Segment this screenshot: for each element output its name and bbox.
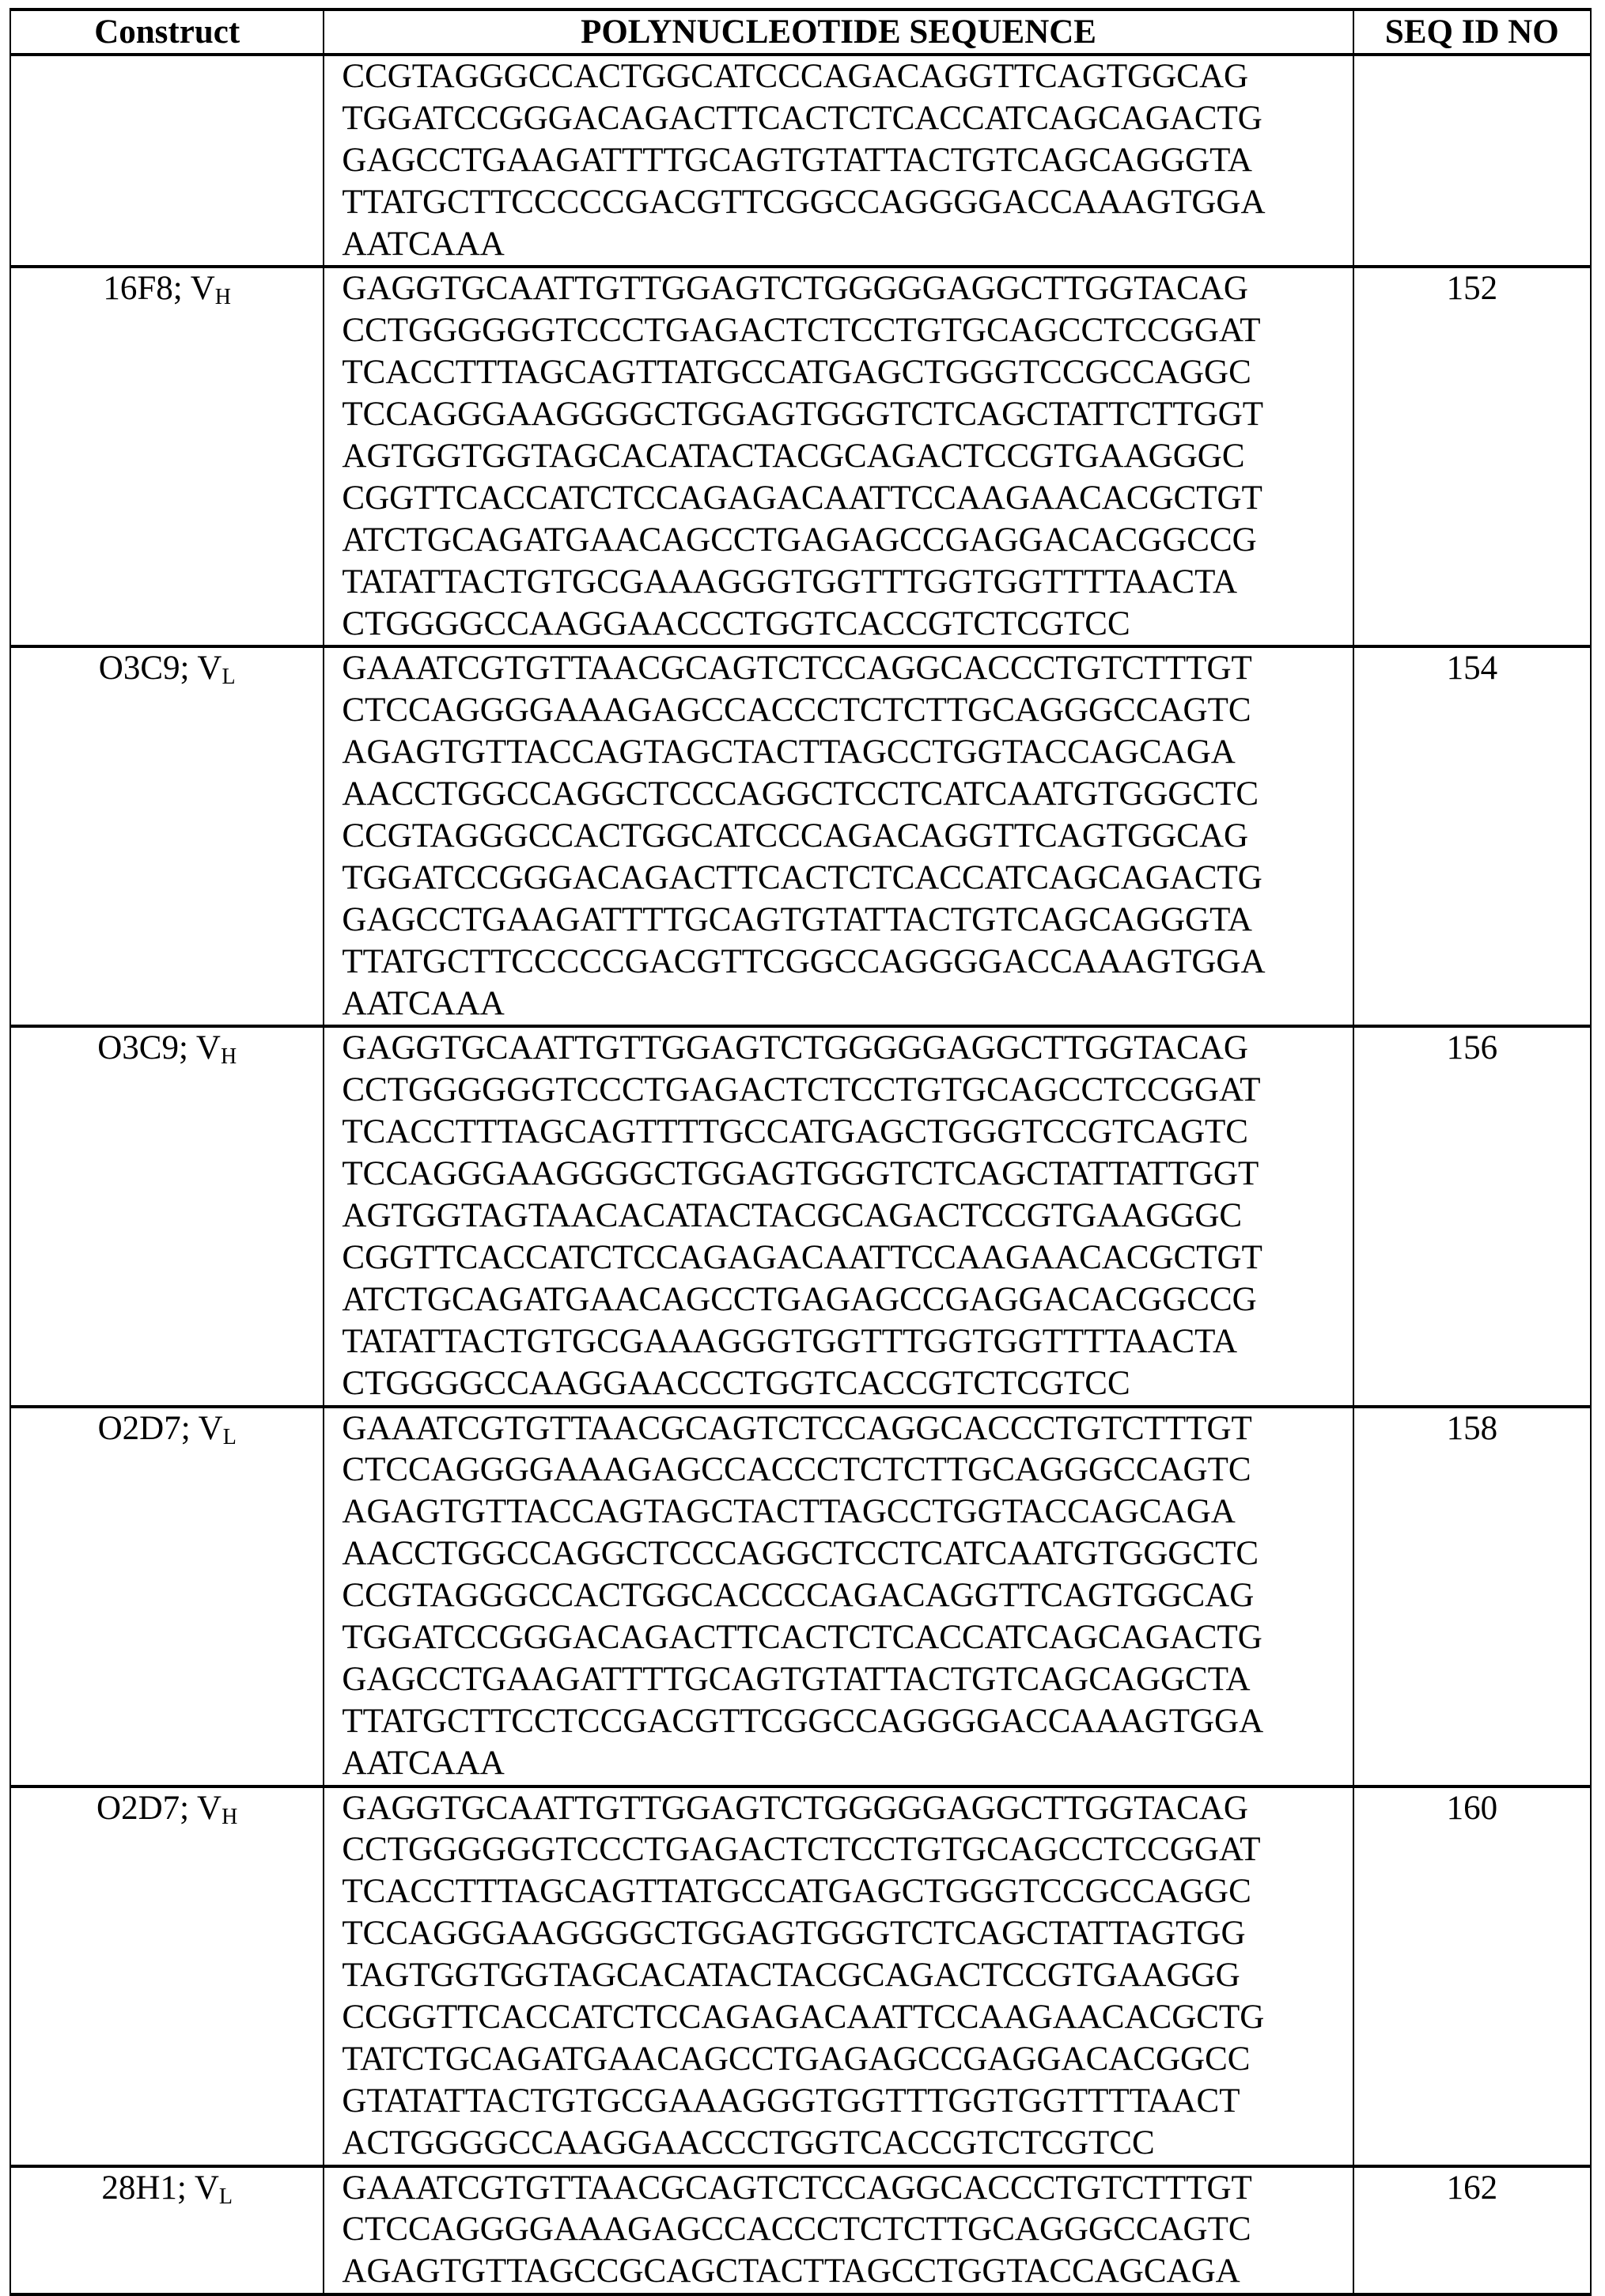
table-row bbox=[10, 55, 1591, 267]
sequence-line: TGGATCCGGGACAGACTTCACTCTCACCATCAGCAGACTG bbox=[342, 1618, 1262, 1656]
sequence-line: TCCAGGGAAGGGGCTGGAGTGGGTCTCAGCTATTAGTGG bbox=[342, 1915, 1246, 1953]
sequence-line: GAAATCGTGTTAACGCAGTCTCCAGGCACCCTGTCTTTGT bbox=[342, 1409, 1252, 1447]
sequence-line: CCGGTTCACCATCTCCAGAGACAATTCCAAGAACACGCTG bbox=[342, 1998, 1265, 2036]
sequence-line: CCGTAGGGCCACTGGCACCCCAGACAGGTTCAGTGGCAG bbox=[342, 1577, 1255, 1615]
sequence-line: AGTGGTAGTAACACATACTACGCAGACTCCGTGAAGGGC bbox=[342, 1197, 1243, 1235]
sequence-line: TGGATCCGGGACAGACTTCACTCTCACCATCAGCAGACTG bbox=[342, 858, 1262, 896]
sequence-line: AGAGTGTTACCAGTAGCTACTTAGCCTGGTACCAGCAGA bbox=[342, 733, 1236, 771]
sequence-line: CCGTAGGGCCACTGGCATCCCAGACAGGTTCAGTGGCAG bbox=[342, 58, 1249, 95]
seq-id-value: 162 bbox=[1446, 2169, 1498, 2207]
sequence-line: AGTGGTGGTAGCACATACTACGCAGACTCCGTGAAGGGC bbox=[342, 438, 1245, 475]
sequence-line: ATCTGCAGATGAACAGCCTGAGAGCCGAGGACACGGCCG bbox=[342, 1280, 1257, 1318]
sequence-line: CGGTTCACCATCTCCAGAGACAATTCCAAGAACACGCTGT bbox=[342, 1238, 1262, 1276]
chain-subscript: H bbox=[221, 1804, 238, 1829]
construct-cell bbox=[10, 1407, 324, 1786]
sequence-line: CCGTAGGGCCACTGGCATCCCAGACAGGTTCAGTGGCAG bbox=[342, 817, 1249, 855]
sequence-cell bbox=[324, 267, 1353, 646]
seq-id-value: 156 bbox=[1446, 1029, 1498, 1067]
sequence-line: GAGCCTGAAGATTTTGCAGTGTATTACTGTCAGCAGGCTA bbox=[342, 1660, 1251, 1698]
seq-id-cell bbox=[1353, 2166, 1591, 2295]
sequence-line: CTCCAGGGGAAAGAGCCACCCTCTCTTGCAGGGCCAGTC bbox=[342, 2211, 1251, 2249]
construct-cell bbox=[10, 1026, 324, 1406]
sequence-line: CTGGGGCCAAGGAACCCTGGTCACCGTCTCGTCC bbox=[342, 1364, 1130, 1402]
construct-name: 16F8; V bbox=[103, 270, 215, 308]
seq-id-cell bbox=[1353, 1407, 1591, 1786]
seq-id-value: 160 bbox=[1446, 1789, 1498, 1827]
table-row bbox=[10, 267, 1591, 646]
sequence-line: TATATTACTGTGCGAAAGGGTGGTTTGGTGGTTTTAACTA bbox=[342, 563, 1238, 601]
table-row bbox=[10, 1026, 1591, 1406]
seq-id-value: 152 bbox=[1446, 270, 1498, 308]
sequence-cell bbox=[324, 1407, 1353, 1786]
chain-subscript: H bbox=[214, 285, 231, 310]
sequence-line: CCTGGGGGGTCCCTGAGACTCTCCTGTGCAGCCTCCGGAT bbox=[342, 1071, 1261, 1109]
sequence-line: TGGATCCGGGACAGACTTCACTCTCACCATCAGCAGACTG bbox=[342, 99, 1262, 137]
sequence-line: CTGGGGCCAAGGAACCCTGGTCACCGTCTCGTCC bbox=[342, 604, 1130, 642]
table-body bbox=[10, 55, 1591, 2294]
construct-cell bbox=[10, 2166, 324, 2295]
construct-name: O3C9; V bbox=[97, 1029, 221, 1067]
construct-name: 28H1; V bbox=[101, 2169, 219, 2207]
sequence-line: CCTGGGGGGTCCCTGAGACTCTCCTGTGCAGCCTCCGGAT bbox=[342, 312, 1261, 350]
sequence-line: TTATGCTTCCTCCGACGTTCGGCCAGGGGACCAAAGTGGA bbox=[342, 1702, 1264, 1740]
sequence-line: AATCAAA bbox=[342, 225, 505, 263]
sequence-line: TTATGCTTCCCCCGACGTTCGGCCAGGGGACCAAAGTGGA bbox=[342, 183, 1266, 221]
table-row bbox=[10, 1407, 1591, 1786]
sequence-line: AACCTGGCCAGGCTCCCAGGCTCCTCATCAATGTGGGCTC bbox=[342, 775, 1259, 813]
sequence-cell bbox=[324, 55, 1353, 267]
seq-id-cell bbox=[1353, 1026, 1591, 1406]
header-polynucleotide-sequence: POLYNUCLEOTIDE SEQUENCE bbox=[324, 9, 1353, 55]
construct-name: O3C9; V bbox=[98, 650, 222, 688]
construct-cell bbox=[10, 267, 324, 646]
sequence-line: ACTGGGGCCAAGGAACCCTGGTCACCGTCTCGTCC bbox=[342, 2124, 1155, 2161]
sequence-cell bbox=[324, 1026, 1353, 1406]
construct-cell bbox=[10, 1786, 324, 2166]
seq-id-cell bbox=[1353, 646, 1591, 1026]
sequence-line: CTCCAGGGGAAAGAGCCACCCTCTCTTGCAGGGCCAGTC bbox=[342, 1451, 1251, 1489]
sequence-line: GAAATCGTGTTAACGCAGTCTCCAGGCACCCTGTCTTTGT bbox=[342, 650, 1252, 688]
sequence-line: TTATGCTTCCCCCGACGTTCGGCCAGGGGACCAAAGTGGA bbox=[342, 942, 1266, 980]
sequence-line: GAGCCTGAAGATTTTGCAGTGTATTACTGTCAGCAGGGTA bbox=[342, 141, 1252, 179]
sequence-line: CCTGGGGGGTCCCTGAGACTCTCCTGTGCAGCCTCCGGAT bbox=[342, 1831, 1261, 1869]
header-seq-id-no: SEQ ID NO bbox=[1353, 9, 1591, 55]
seq-id-cell bbox=[1353, 1786, 1591, 2166]
table-row bbox=[10, 646, 1591, 1026]
construct-cell bbox=[10, 55, 324, 267]
polynucleotide-sequence-table bbox=[9, 8, 1592, 2296]
sequence-line: AACCTGGCCAGGCTCCCAGGCTCCTCATCAATGTGGGCTC bbox=[342, 1535, 1259, 1573]
sequence-line: GAGCCTGAAGATTTTGCAGTGTATTACTGTCAGCAGGGTA bbox=[342, 900, 1252, 938]
sequence-line: TATCTGCAGATGAACAGCCTGAGAGCCGAGGACACGGCC bbox=[342, 2040, 1251, 2078]
construct-name: O2D7; V bbox=[97, 1789, 222, 1827]
seq-id-value: 154 bbox=[1446, 650, 1498, 688]
construct-cell bbox=[10, 646, 324, 1026]
sequence-line: TATATTACTGTGCGAAAGGGTGGTTTGGTGGTTTTAACTA bbox=[342, 1322, 1238, 1360]
chain-subscript: L bbox=[218, 2184, 233, 2209]
sequence-line: CTCCAGGGGAAAGAGCCACCCTCTCTTGCAGGGCCAGTC bbox=[342, 691, 1251, 729]
sequence-cell bbox=[324, 646, 1353, 1026]
sequence-line: GAAATCGTGTTAACGCAGTCTCCAGGCACCCTGTCTTTGT bbox=[342, 2169, 1252, 2207]
sequence-line: GAGGTGCAATTGTTGGAGTCTGGGGGAGGCTTGGTACAG bbox=[342, 1789, 1248, 1827]
sequence-line: GAGGTGCAATTGTTGGAGTCTGGGGGAGGCTTGGTACAG bbox=[342, 1029, 1248, 1067]
sequence-line: TCCAGGGAAGGGGCTGGAGTGGGTCTCAGCTATTCTTGGT bbox=[342, 396, 1264, 434]
table-row bbox=[10, 2166, 1591, 2295]
sequence-line: ATCTGCAGATGAACAGCCTGAGAGCCGAGGACACGGCCG bbox=[342, 521, 1257, 559]
sequence-line: TCACCTTTAGCAGTTTTGCCATGAGCTGGGTCCGTCAGTC bbox=[342, 1113, 1248, 1151]
sequence-line: AGAGTGTTAGCCGCAGCTACTTAGCCTGGTACCAGCAGA bbox=[342, 2252, 1240, 2290]
construct-name: O2D7; V bbox=[97, 1409, 223, 1447]
sequence-line: AATCAAA bbox=[342, 1744, 505, 1782]
sequence-line: AGAGTGTTACCAGTAGCTACTTAGCCTGGTACCAGCAGA bbox=[342, 1493, 1236, 1531]
sequence-cell bbox=[324, 1786, 1353, 2166]
sequence-line: TAGTGGTGGTAGCACATACTACGCAGACTCCGTGAAGGG bbox=[342, 1957, 1240, 1995]
chain-subscript: L bbox=[221, 665, 236, 690]
sequence-line: AATCAAA bbox=[342, 984, 505, 1022]
sequence-line: CGGTTCACCATCTCCAGAGACAATTCCAAGAACACGCTGT bbox=[342, 479, 1262, 517]
seq-id-cell bbox=[1353, 267, 1591, 646]
sequence-line: GTATATTACTGTGCGAAAGGGTGGTTTGGTGGTTTTAACT bbox=[342, 2082, 1240, 2120]
table-row bbox=[10, 1786, 1591, 2166]
sequence-cell bbox=[324, 2166, 1353, 2295]
sequence-line: TCACCTTTAGCAGTTATGCCATGAGCTGGGTCCGCCAGGC bbox=[342, 1873, 1251, 1911]
seq-id-cell bbox=[1353, 55, 1591, 267]
header-construct: Construct bbox=[10, 9, 324, 55]
chain-subscript: L bbox=[222, 1424, 237, 1449]
sequence-line: GAGGTGCAATTGTTGGAGTCTGGGGGAGGCTTGGTACAG bbox=[342, 270, 1248, 308]
chain-subscript: H bbox=[220, 1044, 237, 1070]
seq-id-value: 158 bbox=[1446, 1409, 1498, 1447]
sequence-line: TCACCTTTAGCAGTTATGCCATGAGCTGGGTCCGCCAGGC bbox=[342, 354, 1251, 392]
sequence-line: TCCAGGGAAGGGGCTGGAGTGGGTCTCAGCTATTATTGGT bbox=[342, 1155, 1259, 1193]
table-header-row bbox=[10, 9, 1591, 55]
